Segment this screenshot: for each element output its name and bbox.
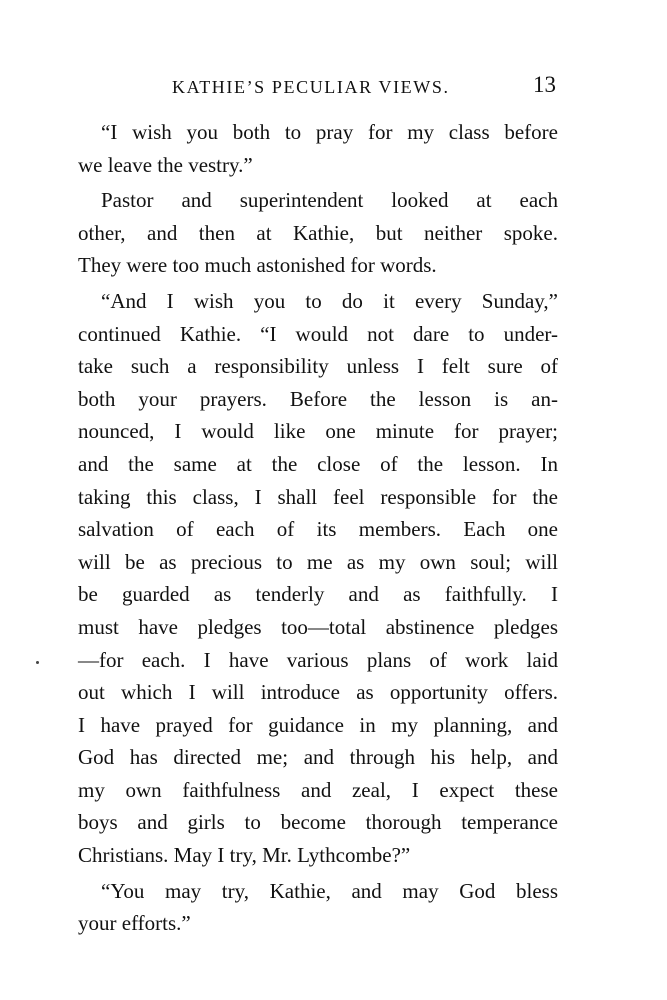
text-line: will be as precious to me as my own soul; will	[78, 549, 558, 574]
running-head	[78, 73, 556, 103]
running-title: KATHIE’S PECULIAR VIEWS.	[172, 77, 450, 97]
text-line: salvation of each of its members. Each one	[78, 517, 558, 542]
text-line: taking this class, I shall feel responsible for the	[78, 484, 558, 509]
body-text	[78, 116, 558, 943]
paragraph	[78, 875, 558, 940]
text-line: my own faithfulness and zeal, I expect these	[78, 777, 558, 802]
text-line: Christians. May I try, Mr. Lythcombe?”	[78, 843, 411, 868]
text-line: They were too much astonished for words.	[78, 253, 437, 278]
text-line: continued Kathie. “I would not dare to under-	[78, 321, 558, 346]
paragraph	[78, 285, 558, 872]
text-line: out which I will introduce as opportunity offers.	[78, 680, 558, 705]
text-line: “And I wish you to do it every Sunday,”	[101, 288, 558, 313]
text-line: Pastor and superintendent looked at each	[101, 188, 558, 213]
text-line: take such a responsibility unless I felt sure of	[78, 354, 558, 379]
text-line: I have prayed for guidance in my planning, and	[78, 712, 558, 737]
text-line: nounced, I would like one minute for prayer;	[78, 419, 558, 444]
margin-speck	[36, 661, 39, 664]
text-line: boys and girls to become thorough temperance	[78, 810, 558, 835]
page-number: 13	[533, 72, 556, 97]
text-line: other, and then at Kathie, but neither spoke.	[78, 220, 558, 245]
text-line: we leave the vestry.”	[78, 152, 253, 177]
text-line: and the same at the close of the lesson. In	[78, 451, 558, 476]
text-line: your efforts.”	[78, 911, 191, 936]
text-line: —for each. I have various plans of work laid	[78, 647, 558, 672]
paragraph	[78, 116, 558, 181]
text-line: God has directed me; and through his help, and	[78, 745, 558, 770]
text-line: “You may try, Kathie, and may God bless	[101, 878, 558, 903]
text-line: be guarded as tenderly and as faithfully. I	[78, 582, 558, 607]
paragraph	[78, 184, 558, 282]
text-line: “I wish you both to pray for my class before	[101, 120, 558, 144]
text-line: must have pledges too—total abstinence pledges	[78, 614, 558, 639]
text-line: both your prayers. Before the lesson is an-	[78, 386, 558, 411]
